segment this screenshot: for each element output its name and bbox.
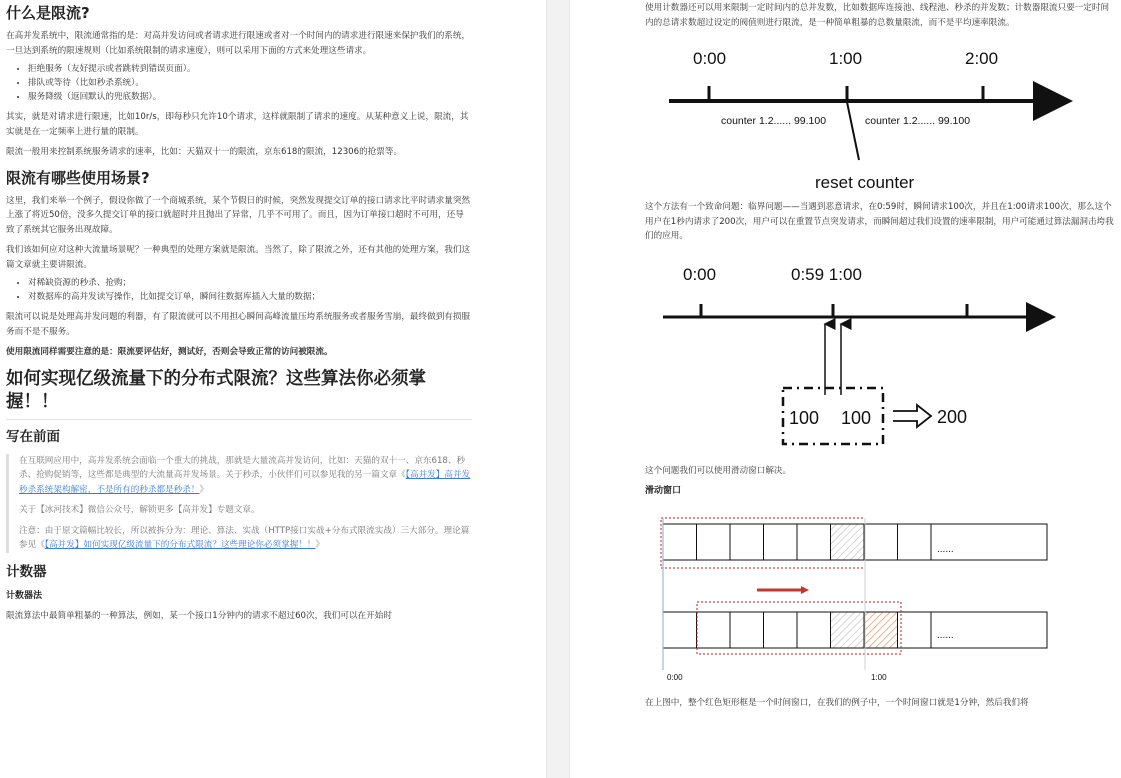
paragraph: 在上图中，整个红色矩形框是一个时间窗口，在我们的例子中，一个时间窗口就是1分钟，然后我们将 [645,698,1029,708]
counter-label-left: counter 1.2...... 99.100 [721,115,827,127]
tick-label-1: 1:00 [829,49,863,68]
figure-fixed-window [645,38,1117,198]
quote-paragraph: 在互联网应用中，高并发系统会面临一个重大的挑战，那就是大量流高并发访问，比如：天猫的双十一、京东618、秒杀、抢购促销等，这些都是典型的大流量高并发场景。关于秒杀，小伙伴们可以参见我的另一篇文章《【高并发】高并发秒杀系统架构解密，不是所有的秒杀都是秒杀！》 [19,455,471,495]
dots-row-1: ...... [937,544,954,555]
reset-label: reset counter [815,173,915,192]
list-item: • 对数据库的高并发读写操作，比如提交订单，瞬间往数据库插入大量的数据； [28,290,472,304]
paragraph: 限流可以说是处理高并发问题的利器，有了限流就可以不用担心瞬间高峰流量压垮系统服务或者服务雪崩，最终做到有损服务而不是不服务。 [6,312,471,337]
window-cell [797,612,831,648]
paragraph: 限流算法中最简单粗暴的一种算法，例如，某一个接口1分钟内的请求不超过60次，我们可以在开始时 [6,610,392,621]
window-cell [730,524,764,560]
heading-scenarios: 限流有哪些使用场景? [6,168,150,187]
fixed-window-diagram [645,38,1117,198]
window-cell [730,612,764,648]
window-cell [697,612,731,648]
paragraph-bold: 使用限流同样需要注意的是：限流要评估好，测试好，否则会导致正常的访问被限流。 [6,347,333,357]
heading-counter-algorithm: 计数器法 [6,590,43,601]
window-cell [764,524,798,560]
article-link[interactable]: 【高并发】高并发秒杀系统架构解密，不是所有的秒杀都是秒杀！ [19,470,471,495]
burst-value-b: 100 [841,407,872,428]
tick-label-1: 0:59 1:00 [791,264,862,284]
figure-critical-problem [645,250,1117,460]
window-cell [663,612,697,648]
critical-problem-diagram [645,250,1117,460]
window-row-after [663,612,1047,648]
window-row-before [663,524,1047,560]
window-cell [697,524,731,560]
list-item: • 服务降级（返回默认的兜底数据）。 [28,90,472,104]
article-link[interactable]: 【高并发】如何实现亿级流量下的分布式限流？这些理论你必须掌握！！ [44,540,316,550]
tick-label-0: 0:00 [693,49,727,68]
paragraph: 我们该如何应对这种大流量场景呢？一种典型的处理方案就是限流。当然了，除了限流之外，还有其他的处理方案，我们这篇文章就主要讲限流。 [6,245,471,270]
list-item: • 对稀缺资源的秒杀、抢购； [28,276,472,290]
quote-paragraph: 注意：由于原文篇幅比较长，所以被拆分为：理论、算法、实战（HTTP接口实战+分布式限流实战）三大部分。理论篇参见《【高并发】如何实现亿级流量下的分布式限流？这些理论你必须掌握！！》 [19,525,470,550]
paragraph: 使用计数器还可以用来限制一定时间内的总并发数，比如数据库连接池、线程池、秒杀的并发数；计数器限流只要一定时间内的总请求数超过设定的阀值则进行限流，是一种简单粗暴的总数量限流，而不是平均速率限流。 [645,3,1110,28]
window-cell [663,524,697,560]
heading-counter: 计数器 [6,563,47,580]
window-cell [831,612,865,648]
tick-label-0: 0:00 [683,264,717,284]
list-item: • 排队或等待（比如秒杀系统）。 [28,76,472,90]
window-cell [864,612,898,648]
article-title: 如何实现亿级流量下的分布式限流？这些算法你必须掌握！！ [6,368,426,412]
heading-what-is-rate-limit: 什么是限流? [6,4,90,22]
left-page [0,0,478,778]
page-gap [546,0,570,778]
paragraph: 这里，我们来举一个例子，假设你做了一个商城系统，某个节假日的时候，突然发现提交订单的接口请求比平时请求量突然上涨了将近50倍，没多久提交订单的接口就超时并且抛出了异常，几乎不可用了。而且，因为订单接口超时不可用，还导致了系统其它服务出现故障。 [6,195,471,235]
paragraph: 在高并发系统中，限流通常指的是：对高并发访问或者请求进行限速或者对一个时间内的请求进行限速来保护我们的系统，一旦达到系统的限速规则（比如系统限制的请求速度），则可以采用下面的方式来处理这些请求。 [6,31,471,56]
burst-value-a: 100 [789,407,820,428]
sliding-window-diagram [645,510,1117,692]
bullet-list [6,62,472,104]
window-cell [764,612,798,648]
slide-arrow-head [801,586,809,594]
window-cell [831,524,865,560]
paragraph: 其实，就是对请求进行限速，比如10r/s，即每秒只允许10个请求，这样就限制了请求的速度。从某种意义上说，限流，其实就是在一定频率上进行量的限制。 [6,112,469,137]
window-cell [898,524,932,560]
sum-arrow [893,405,931,427]
counter-label-right: counter 1.2...... 99.100 [865,115,971,127]
reset-pointer [847,102,859,160]
time-label-0: 0:00 [667,673,683,682]
quote-paragraph: 关于【冰河技术】微信公众号，解锁更多【高并发】专题文章。 [19,505,260,515]
window-cell [797,524,831,560]
paragraph: 这个方法有一个致命问题：临界问题——当遇到恶意请求，在0:59时，瞬间请求100次，并且在1:00请求100次，那么这个用户在1秒内请求了200次，用户可以在重置节点突发请求，而瞬间超过我们设置的速率限制，用户可能通过算法漏洞击垮我们的应用。 [645,202,1114,241]
window-cell [898,612,932,648]
paragraph: 限流一般用来控制系统服务请求的速率，比如：天猫双十一的限流，京东618的限流，12306的抢票等。 [6,147,403,157]
figure-sliding-window [645,510,1117,692]
tick-label-2: 2:00 [965,49,999,68]
burst-sum: 200 [937,406,968,427]
blockquote [6,454,472,553]
heading-sliding-window: 滑动窗口 [645,486,682,496]
window-cell [864,524,898,560]
bullet-list [6,276,472,304]
dots-row-2: ...... [937,630,954,641]
paragraph: 这个问题我们可以使用滑动窗口解决。 [645,465,792,476]
heading-preface: 写在前面 [6,428,60,445]
time-label-1: 1:00 [871,673,887,682]
list-item: • 拒绝服务（友好提示或者跳转到错误页面）。 [28,62,472,76]
right-page [645,0,1117,778]
